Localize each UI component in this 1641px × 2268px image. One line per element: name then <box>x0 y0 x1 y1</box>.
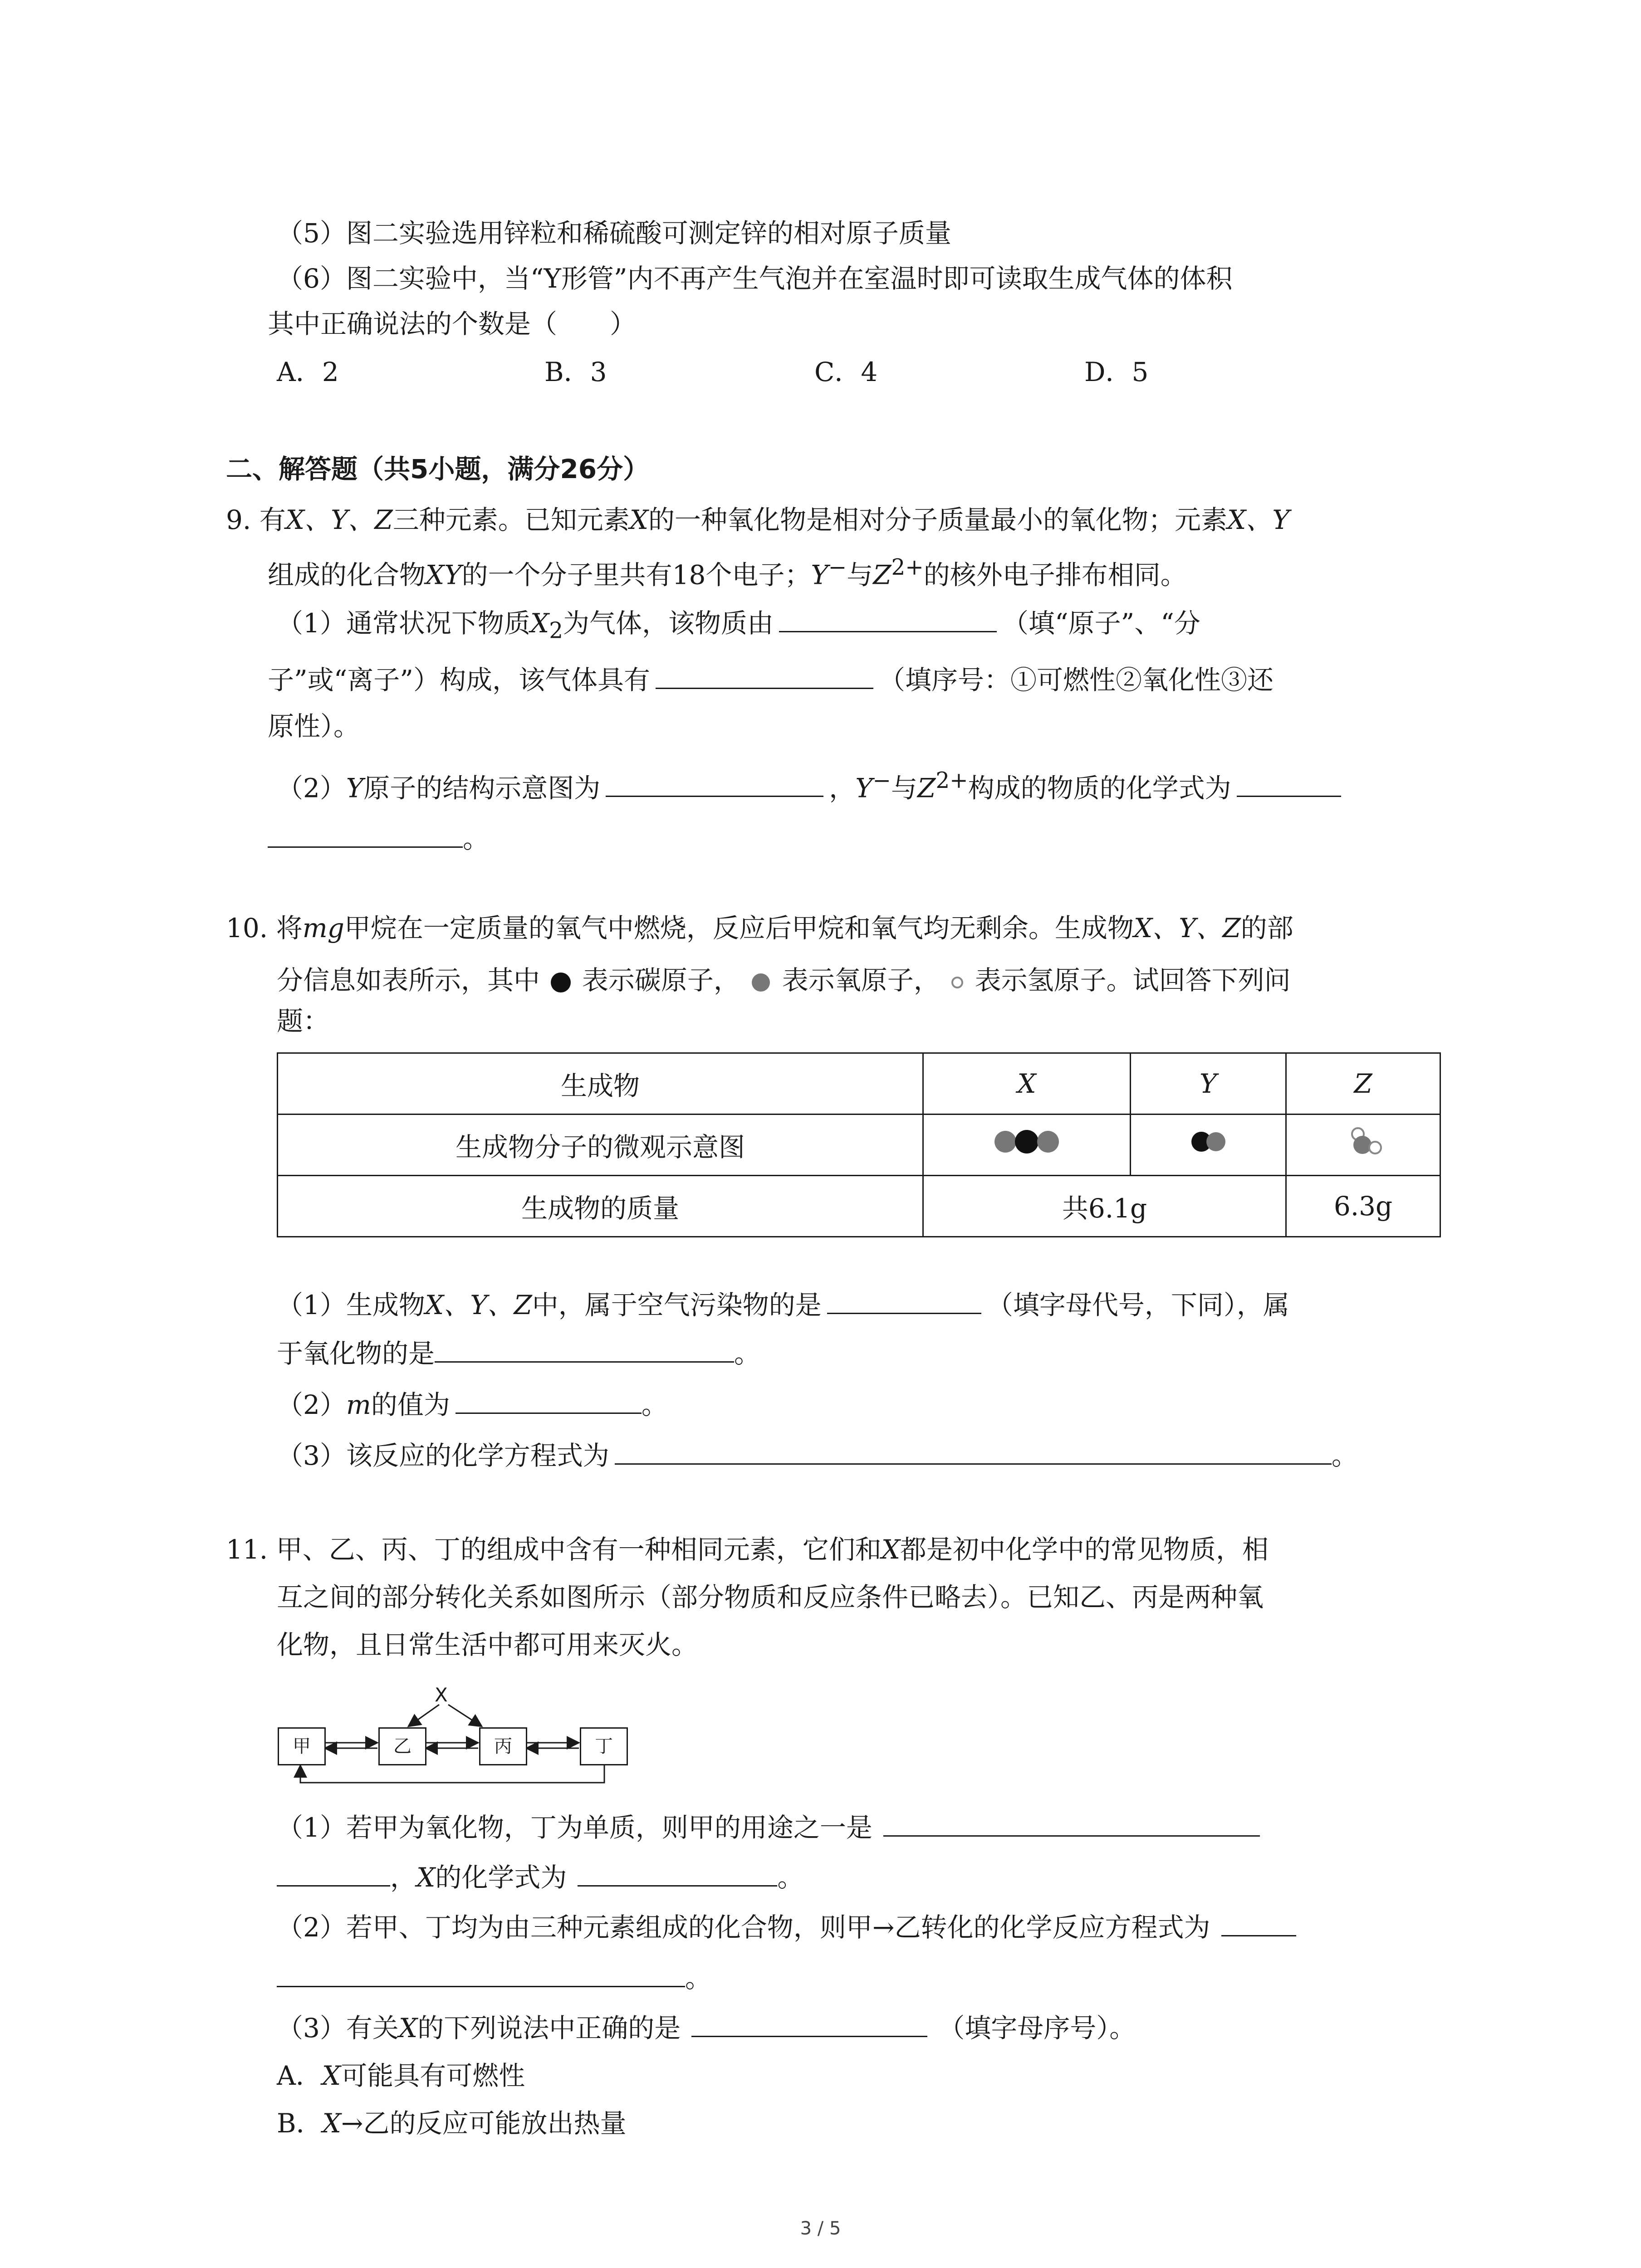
q10-line-3: 题： <box>277 1006 330 1036</box>
text: 表示碳原子， <box>582 965 740 996</box>
text: 。 <box>685 1963 712 1994</box>
q11-part-2-line-2 <box>277 1960 711 1994</box>
q11-part-1-line-1 <box>277 1810 1260 1844</box>
subscript: 2 <box>549 618 563 644</box>
text: 的化学式为 <box>435 1862 567 1893</box>
molecule-z-cell <box>1286 1114 1440 1176</box>
text: 都是初中化学中的常见物质，相 <box>900 1534 1269 1565</box>
table-row-label-diagram: 生成物分子的微观示意图 <box>278 1114 923 1176</box>
q11-option-b <box>277 2107 627 2140</box>
text: 的一种氧化物是相对分子质量最小的氧化物；元素 <box>648 504 1228 535</box>
var: X <box>322 2108 341 2139</box>
text: ， <box>829 772 856 804</box>
diagram-node-b: 乙 <box>378 1727 426 1765</box>
q8-option-d: D．5 <box>1084 357 1149 387</box>
q8-option-a: A．2 <box>277 357 339 387</box>
q11-part-1-line-2 <box>277 1860 803 1894</box>
text: 的部 <box>1240 913 1293 943</box>
q8-item-6: （6）图二实验中，当“Y形管”内不再产生气泡并在室温时即可读取生成气体的体积 <box>277 263 1233 294</box>
text: ， <box>390 1862 417 1893</box>
text: 甲烷在一定质量的氧气中燃烧，反应后甲烷和氧气均无剩余。生成物 <box>344 913 1134 943</box>
text: 的一个分子里共有18个电子； <box>461 559 811 591</box>
q8-item-5: （5）图二实验选用锌粒和稀硫酸可测定锌的相对原子质量 <box>277 218 951 249</box>
var: X <box>530 608 549 639</box>
text: 分信息如表所示，其中 <box>277 965 540 996</box>
text: （3）有关 <box>277 2013 399 2043</box>
answer-blank[interactable] <box>615 1438 1332 1465</box>
carbon-atom-icon <box>548 970 573 995</box>
q11-part-3 <box>277 2010 1136 2044</box>
var: Z <box>917 772 936 804</box>
var: X、Y、Z <box>1133 913 1241 943</box>
q11-line-3: 化物，且日常生活中都可用来灭火。 <box>277 1629 698 1660</box>
q8-question: 其中正确说法的个数是（ ） <box>268 308 637 339</box>
text: 。 <box>641 1389 668 1420</box>
text: （2）若甲、丁均为由三种元素组成的化合物，则甲→乙转化的化学反应方程式为 <box>277 1912 1210 1943</box>
q9-part-1-line-1 <box>277 606 1200 647</box>
answer-blank[interactable] <box>456 1387 642 1414</box>
table-header-y <box>1131 1053 1286 1114</box>
text: 原子的结构示意图为 <box>363 772 601 804</box>
q10-part-3 <box>277 1438 1358 1472</box>
text: 甲、乙、丙、丁的组成中含有一种相同元素，它们和 <box>276 1534 882 1565</box>
co2-molecule-icon <box>988 1126 1065 1158</box>
question-number: 10. <box>226 913 268 943</box>
text: （填字母序号）。 <box>938 2013 1136 2043</box>
text: （1）通常状况下物质 <box>277 608 530 639</box>
molecule-y-cell <box>1131 1114 1286 1176</box>
var: X <box>398 2013 418 2043</box>
var: X、Y、Z <box>425 1290 532 1320</box>
text: 子”或“离子”）构成，该气体具有 <box>268 665 650 695</box>
var: X <box>1017 1068 1036 1099</box>
text: 的核外电子排布相同。 <box>923 559 1187 591</box>
var: Y <box>1199 1068 1217 1099</box>
q9-part-1-line-2 <box>268 662 1274 696</box>
var: m <box>346 1389 371 1420</box>
text: 构成的物质的化学式为 <box>968 772 1231 804</box>
q10-line-1 <box>226 912 1293 944</box>
hydrogen-atom-icon <box>948 970 966 995</box>
section-title: 二、解答题（共5小题，满分26分） <box>226 454 650 484</box>
text: （填“原子”、“分 <box>1002 608 1200 639</box>
superscript: 2+ <box>891 555 924 580</box>
q11-line-1 <box>226 1533 1269 1566</box>
var: Y <box>346 772 364 804</box>
table-row-label-mass: 生成物的质量 <box>278 1176 923 1237</box>
table-header-z <box>1286 1053 1440 1114</box>
text: （3）该反应的化学方程式为 <box>277 1440 609 1471</box>
text: 。 <box>1331 1440 1358 1471</box>
q9-line-1 <box>226 503 1290 536</box>
text: （填字母代号，下同），属 <box>986 1290 1289 1320</box>
var: XY <box>426 559 462 591</box>
var: Y <box>811 559 828 591</box>
products-table <box>277 1052 1441 1237</box>
q8-option-c: C．4 <box>814 357 878 387</box>
q11-line-2: 互之间的部分转化关系如图所示（部分物质和反应条件已略去）。已知乙、丙是两种氧 <box>277 1582 1264 1613</box>
conversion-diagram <box>277 1684 635 1792</box>
text: 的下列说法中正确的是 <box>417 2013 681 2043</box>
co-molecule-icon <box>1183 1126 1233 1158</box>
var: Z <box>1354 1068 1372 1099</box>
text: 的值为 <box>371 1389 450 1420</box>
var: X <box>322 2060 341 2091</box>
text: 。 <box>777 1862 804 1893</box>
q10-part-1-line-1 <box>277 1287 1289 1321</box>
var: X、Y、Z <box>285 504 393 535</box>
text: 可能具有可燃性 <box>341 2060 525 2091</box>
q9-part-1-line-3: 原性）。 <box>268 711 360 742</box>
text: （1）生成物 <box>277 1290 425 1320</box>
answer-blank[interactable] <box>691 2010 927 2037</box>
text: 为气体，该物质由 <box>563 608 774 639</box>
var: X <box>629 504 648 535</box>
question-number: 9. <box>226 504 251 535</box>
oxygen-atom-icon <box>748 970 774 995</box>
q9-line-2 <box>268 551 1187 591</box>
superscript: − <box>828 555 847 580</box>
question-number: 11. <box>226 1534 268 1565</box>
answer-blank[interactable] <box>1237 770 1341 797</box>
var: Y <box>855 772 873 804</box>
text: 有 <box>259 504 286 535</box>
text: →乙的反应可能放出热量 <box>341 2108 627 2139</box>
q11-option-a <box>277 2059 525 2092</box>
q8-option-b: B．3 <box>544 357 607 387</box>
var: X <box>881 1534 900 1565</box>
text: 组成的化合物 <box>268 559 426 591</box>
text: 与 <box>891 772 918 804</box>
var: Z <box>873 559 892 591</box>
answer-blank[interactable] <box>656 662 873 689</box>
answer-blank[interactable] <box>1221 1910 1296 1936</box>
answer-blank[interactable] <box>268 821 463 848</box>
q10-part-1-line-2 <box>277 1336 760 1370</box>
var: X <box>416 1862 436 1893</box>
table-header-x <box>923 1053 1131 1114</box>
q10-part-2 <box>277 1387 668 1421</box>
q10-line-2 <box>277 964 1291 997</box>
text: 三种元素。已知元素 <box>392 504 630 535</box>
text: 。 <box>734 1338 761 1369</box>
text: （1）若甲为氧化物，丁为单质，则甲的用途之一是 <box>277 1812 872 1843</box>
var: X、Y <box>1227 504 1290 535</box>
diagram-node-c: 丙 <box>479 1727 527 1765</box>
q9-part-2-line-2 <box>268 821 489 855</box>
answer-blank[interactable] <box>827 1287 981 1314</box>
answer-blank[interactable] <box>277 1860 390 1887</box>
answer-blank[interactable] <box>277 1960 685 1987</box>
answer-blank[interactable] <box>435 1336 734 1363</box>
q9-part-2-line-1 <box>277 764 1341 804</box>
diagram-node-x: X <box>435 1684 448 1706</box>
page-number: 3 / 5 <box>800 2218 841 2239</box>
answer-blank[interactable] <box>779 606 997 632</box>
text: B． <box>277 2108 323 2139</box>
diagram-node-d: 丁 <box>580 1727 628 1765</box>
table-header-product: 生成物 <box>278 1053 923 1114</box>
text: A． <box>277 2060 322 2091</box>
text: 将 <box>276 913 303 943</box>
text: （2） <box>277 1389 346 1420</box>
superscript: − <box>872 768 892 793</box>
answer-blank[interactable] <box>883 1810 1260 1837</box>
text: 中，属于空气污染物的是 <box>532 1290 822 1320</box>
water-molecule-icon <box>1341 1121 1386 1162</box>
molecule-x-cell <box>923 1114 1131 1176</box>
q11-part-2-line-1 <box>277 1910 1296 1944</box>
text: 与 <box>847 559 873 591</box>
answer-blank[interactable] <box>578 1860 777 1887</box>
superscript: 2+ <box>936 768 968 793</box>
diagram-node-a: 甲 <box>278 1727 326 1765</box>
answer-blank[interactable] <box>606 770 823 797</box>
text: 。 <box>463 823 490 854</box>
mass-xy-cell: 共6.1g <box>923 1176 1286 1237</box>
text: 表示氧原子， <box>782 965 940 996</box>
text: （2） <box>277 772 346 804</box>
var: mg <box>302 913 344 943</box>
text: 于氧化物的是 <box>277 1338 435 1369</box>
mass-z-cell: 6.3g <box>1286 1176 1440 1237</box>
text: 表示氢原子。试回答下列问 <box>975 965 1291 996</box>
text: （填序号：①可燃性②氧化性③还 <box>878 665 1274 695</box>
